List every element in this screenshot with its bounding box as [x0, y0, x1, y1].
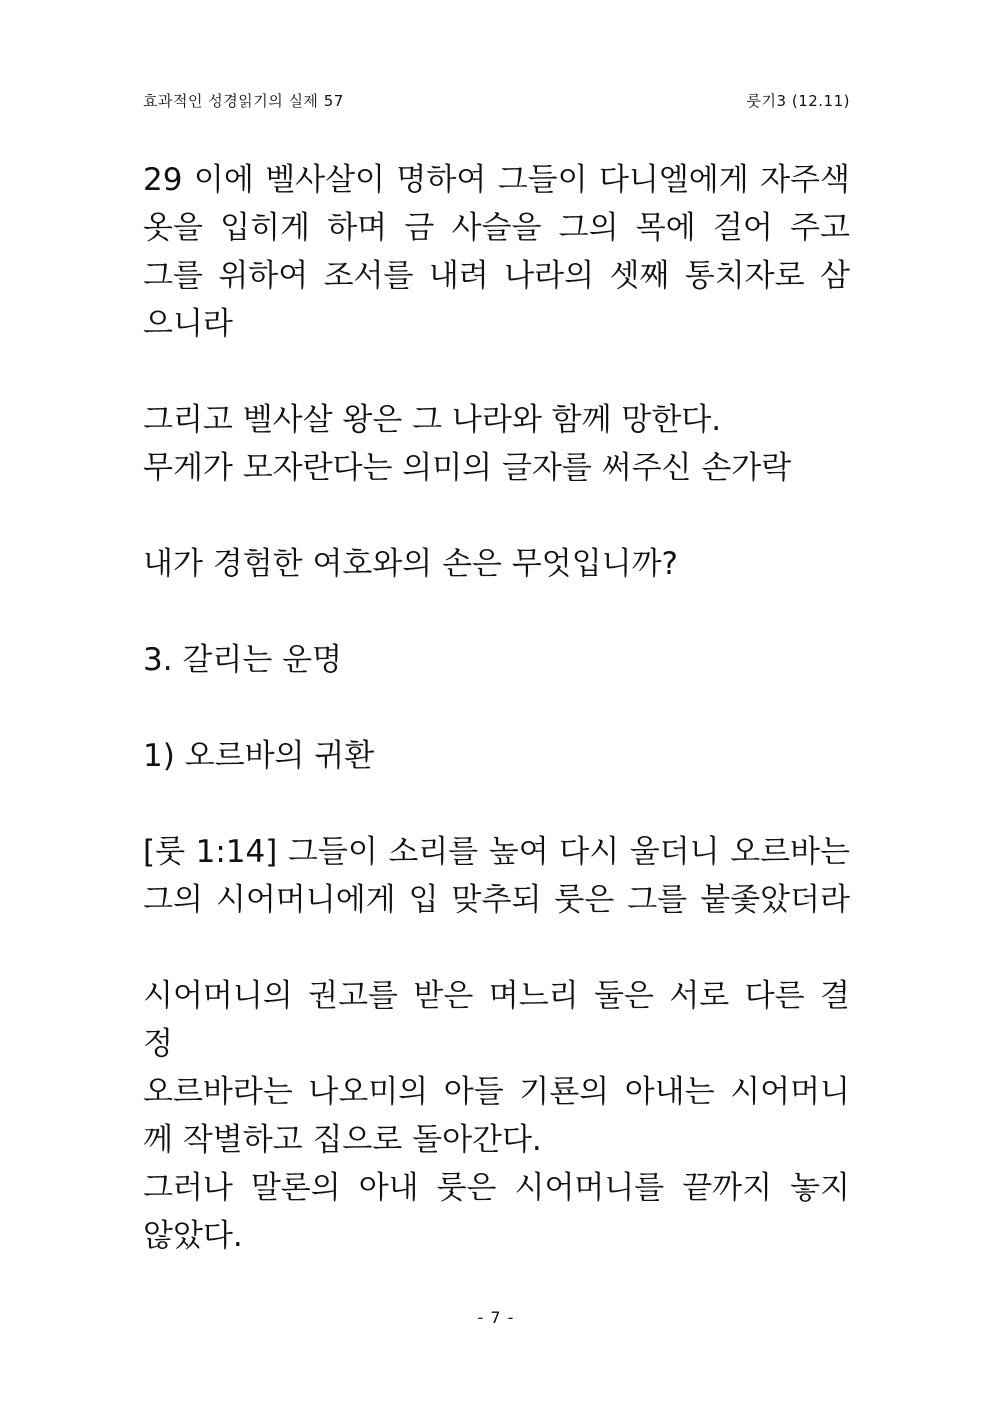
- word: 기룐의: [519, 1074, 610, 1110]
- word: 29: [143, 162, 183, 198]
- word: 며느리: [488, 978, 579, 1014]
- comment-1-line-2: 무게가 모자란다는 의미의 글자를 써주신 손가락: [143, 450, 792, 486]
- word: 룻은: [554, 882, 615, 918]
- word: 시어머니의: [143, 978, 293, 1014]
- word: 명하여: [396, 162, 487, 198]
- word: 그의: [143, 882, 203, 918]
- word: 내려: [428, 258, 489, 294]
- word: 룻은: [436, 1170, 497, 1206]
- word: 아내: [358, 1170, 419, 1206]
- word: 옷을: [143, 210, 203, 246]
- word: 걸어: [712, 210, 773, 246]
- section-heading: 3. 갈리는 운명: [143, 642, 343, 678]
- word: 높여: [488, 834, 549, 870]
- word: 입히게: [220, 210, 310, 246]
- word: 둘은: [594, 978, 654, 1014]
- word: 오르바는: [730, 834, 850, 870]
- word: 시어머니: [730, 1074, 850, 1110]
- verse-29-line-2: [143, 204, 850, 252]
- word: 오르바라는: [143, 1074, 293, 1110]
- word: 소리를: [388, 834, 479, 870]
- word: 자주색: [760, 162, 850, 198]
- word: 아들: [443, 1074, 504, 1110]
- word: 다른: [744, 978, 805, 1014]
- word: 붙좇았더라: [700, 882, 850, 918]
- word: 끝까지: [682, 1170, 773, 1206]
- comment-2-line-5: [143, 1164, 850, 1212]
- word: 아내는: [624, 1074, 715, 1110]
- reflection-question: 내가 경험한 여호와의 손은 무엇입니까?: [143, 546, 679, 582]
- word: 위하여: [218, 258, 309, 294]
- word: 맞추되: [451, 882, 542, 918]
- word: 사슬을: [451, 210, 542, 246]
- word: 놓지: [790, 1170, 850, 1206]
- word: 시어머니를: [514, 1170, 665, 1206]
- word: 나라의: [504, 258, 595, 294]
- word: 서로: [669, 978, 730, 1014]
- page-header: [143, 90, 850, 114]
- word: 그의: [558, 210, 619, 246]
- word: 울더니: [629, 834, 720, 870]
- word: 다시: [559, 834, 620, 870]
- word: 주고: [790, 210, 850, 246]
- subsection-heading: 1) 오르바의 귀환: [143, 738, 375, 774]
- ruth-verse-line-2: [143, 876, 850, 924]
- word: 그러나: [143, 1170, 233, 1206]
- word: 셋째: [609, 258, 670, 294]
- word: 그들이: [287, 834, 378, 870]
- comment-2-line-6: 않았다.: [143, 1218, 243, 1254]
- word: 그를: [627, 882, 688, 918]
- word: 1:14]: [195, 834, 278, 870]
- word: 통치자로: [684, 258, 805, 294]
- comment-2-line-1: [143, 972, 850, 1020]
- word: [룻: [143, 834, 186, 870]
- word: 하며: [327, 210, 388, 246]
- comment-2-line-3: [143, 1068, 850, 1116]
- word: 입: [408, 882, 439, 918]
- word: 조서를: [323, 258, 414, 294]
- word: 권고를: [308, 978, 398, 1014]
- ruth-verse-line-1: [143, 828, 850, 876]
- header-title: 효과적인 성경읽기의 실제 57: [143, 92, 344, 110]
- verse-29-line-3: [143, 252, 850, 300]
- comment-2-line-4: 께 작별하고 집으로 돌아간다.: [143, 1122, 542, 1158]
- word: 다니엘에게: [598, 162, 749, 198]
- page-body: [143, 156, 850, 1260]
- word: 금: [404, 210, 435, 246]
- word: 그를: [143, 258, 203, 294]
- verse-29-line-1: [143, 156, 850, 204]
- word: 시어머니에게: [215, 882, 396, 918]
- header-chapter: 룻기3 (12.11): [746, 92, 850, 110]
- word: 나오미의: [308, 1074, 429, 1110]
- word: 결: [820, 978, 850, 1014]
- word: 말론의: [250, 1170, 341, 1206]
- word: 이에: [193, 162, 254, 198]
- verse-29-line-4: 으니라: [143, 306, 233, 342]
- word: 받은: [413, 978, 474, 1014]
- word: 삼: [820, 258, 850, 294]
- word: 목에: [635, 210, 696, 246]
- comment-2-line-2: 정: [143, 1026, 173, 1062]
- page-number: - 7 -: [477, 1308, 515, 1327]
- word: 벨사살이: [265, 162, 385, 198]
- word: 그들이: [497, 162, 588, 198]
- comment-1-line-1: 그리고 벨사살 왕은 그 나라와 함께 망한다.: [143, 402, 722, 438]
